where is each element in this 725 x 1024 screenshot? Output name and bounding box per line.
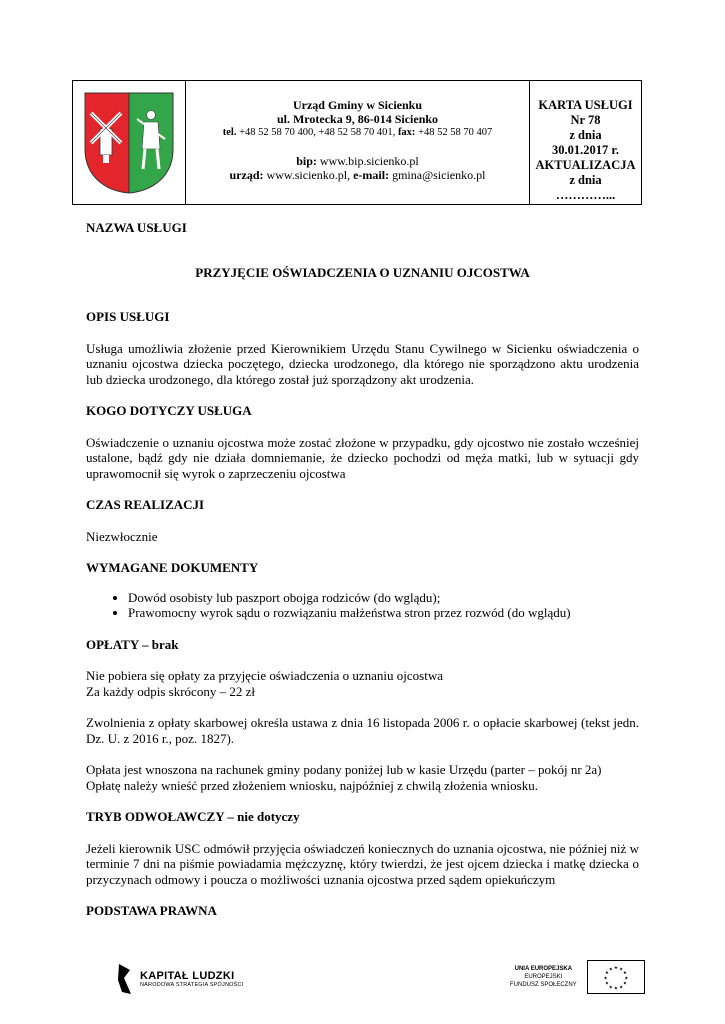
eu-line-2: EUROPEJSKI [524,974,563,980]
oplaty-line-1: Nie pobiera się opłaty za przyjęcie oświadczenia o uznaniu ojcostwa [86,668,443,683]
eu-star: ★ [623,976,629,982]
office-phones: tel. +48 52 58 70 400, +48 52 58 70 401, fax: +48 52 58 70 407 [222,127,493,138]
section-heading-podstawa: PODSTAWA PRAWNA [86,903,217,918]
eu-flag-icon [587,960,645,994]
opis-text: Usługa umożliwia złożenie przed Kierownikiem Urzędu Stanu Cywilnego w Sicienku oświadczenia o uznaniu ojcostwa dziecka poczętego, dziecka urodzonego, dla którego nie sporządzono aktu urodzenia lub dziecka urodzonego, dla którego został już sporządzony akt urodzenia. [86,340,639,387]
coat-of-arms-cell [73,81,186,204]
eu-star: ★ [622,981,627,987]
coat-of-arms-icon [81,89,177,197]
eu-star: ★ [604,971,609,977]
eu-star: ★ [608,985,613,991]
service-card-cell: KARTA USŁUGI Nr 78 z dnia 30.01.2017 r. AKTUALIZACJA z dnia …………... [535,98,636,202]
section-heading-opis: OPIS USŁUGI [86,309,170,324]
eu-star: ★ [604,981,609,987]
office-address: ul. Mrotecka 9, 86-014 Sicienko [276,112,439,126]
eu-star: ★ [608,967,613,973]
kapital-ludzki-logo [116,962,243,996]
section-heading-nazwa: NAZWA USŁUGI [86,220,187,235]
required-documents-list [86,590,639,621]
kogo-text: Oświadczenie o uznaniu ojcostwa może zostać złożone w przypadku, gdy ojcostwo nie zostało wcześniej ustalone, bądź gdy nie działa domniemanie, że dziecko pochodzi od męża matki, lub w sytuacji gdy uprawomocnił się wyrok o zaprzeczeniu ojcostwa [86,434,639,481]
header-table [72,80,642,205]
section-heading-czas: CZAS REALIZACJI [86,497,205,512]
oplata-line-2: Opłatę należy wnieść przed złożeniem wniosku, najpóźniej z chwilą złożenia wniosku. [86,777,538,793]
zwolnienia-text: Zwolnienia z opłaty skarbowej określa ustawa z dnia 16 listopada 2006 r. o opłacie skarbowej (tekst jedn. Dz. U. z 2016 r., poz. 1827). [86,715,639,746]
email-link[interactable]: gmina@sicienko.pl [389,168,486,182]
list-item: • Dowód osobisty lub paszport obojga rodziców (do wglądu); [128,590,639,606]
eu-line-3: FUNDUSZ SPOŁECZNY [510,982,577,988]
eu-star: ★ [622,971,627,977]
oplaty-line-2: Za każdy odpis skrócony – 22 zł [86,683,255,699]
eu-logo [510,960,645,994]
eu-line-1: UNIA EUROPEJSKA [514,966,573,972]
eu-star: ★ [618,985,623,991]
kapital-ludzki-icon [116,962,134,996]
service-title: PRZYJĘCIE OŚWIADCZENIA O UZNANIU OJCOSTWA [195,264,530,280]
tryb-text: Jeżeli kierownik USC odmówił przyjęcia oświadczeń koniecznych do uznania ojcostwa, nie później niż w terminie 7 dni na piśmie powiadamia mężczyznę, który twierdzi, że jest ojcem dziecka i matkę dziecka o przyczynach odmowy i poucza o możliwości uznania ojcostwa przed sądem opiekuńczym [86,840,639,887]
website-link[interactable]: www.sicienko.pl, [263,168,354,182]
kl-subtitle: NARODOWA STRATEGIA SPÓJNOŚCI [140,982,244,988]
document-body [86,220,639,919]
bip-link[interactable]: www.bip.sicienko.pl [316,154,419,168]
list-item: • Prawomocny wyrok sądu o rozwiązaniu małżeństwa stron przez rozwód (do wglądu) [128,605,639,621]
eu-star: ★ [613,966,618,971]
web-email-line: urząd: www.sicienko.pl, e-mail: gmina@sicienko.pl [229,168,486,182]
section-heading-kogo: KOGO DOTYCZY USŁUGA [86,403,252,418]
eu-star: ★ [618,967,623,973]
section-heading-tryb: TRYB ODWOŁAWCZY – nie dotyczy [86,809,300,824]
section-heading-wymagane: WYMAGANE DOKUMENTY [86,560,259,575]
office-name: Urząd Gminy w Sicienku [292,98,422,112]
czas-text: Niezwłocznie [86,528,158,544]
oplata-line-1: Opłata jest wnoszona na rachunek gminy podany poniżej lub w kasie Urzędu (parter – pokój nr 2a) [86,762,602,777]
section-heading-oplaty: OPŁATY – brak [86,636,179,652]
eu-star: ★ [613,986,618,992]
eu-star: ★ [603,976,608,982]
office-address-cell [186,81,530,204]
bip-line: bip: www.bip.sicienko.pl [296,154,419,168]
kl-title: KAPITAŁ LUDZKI [140,970,235,982]
